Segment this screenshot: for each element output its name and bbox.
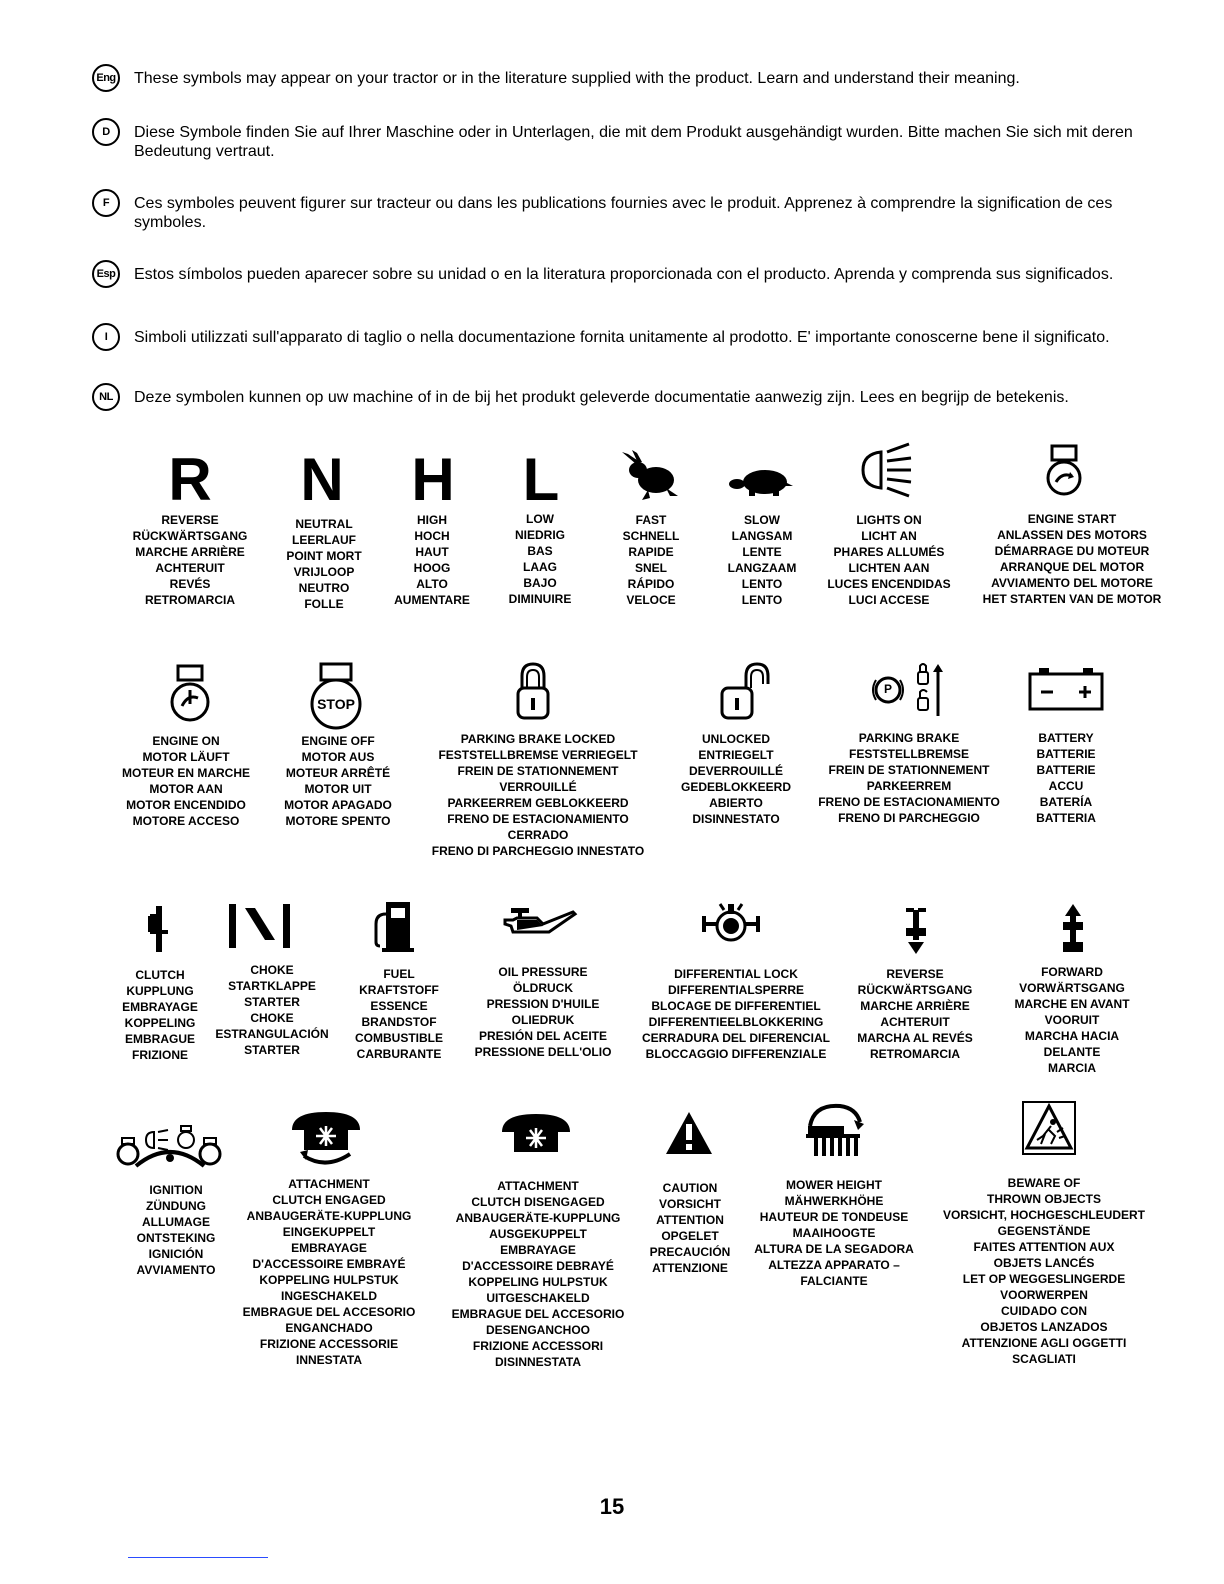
label-line: ARRANQUE DEL MOTOR: [999, 560, 1145, 574]
label-line: DIMINUIRE: [508, 592, 572, 606]
low-letter-icon: L: [522, 446, 560, 513]
label-parking-brake-locked: [432, 731, 644, 859]
label-caution: [650, 1180, 731, 1276]
label-line: GEGENSTÄNDE: [997, 1224, 1091, 1238]
label-line: NEUTRAL: [295, 517, 353, 531]
language-badge-french: F: [92, 189, 120, 217]
label-line: PARKEERREM: [866, 779, 952, 793]
label-line: CERRADURA DEL DIFERENCIAL: [641, 1031, 831, 1045]
intro-dutch: [92, 383, 1172, 407]
label-line: MOTORE SPENTO: [285, 814, 391, 828]
label-line: MOTOR AUS: [301, 750, 375, 764]
label-engine-on: [122, 733, 250, 829]
label-line: NIEDRIG: [514, 528, 566, 542]
choke-icon: [225, 900, 295, 952]
differential-lock-icon: [700, 902, 762, 948]
label-fast: [623, 512, 680, 608]
label-line: ALTEZZA APPARATO –: [768, 1258, 900, 1272]
language-badge-dutch: NL: [92, 383, 120, 411]
intro-english: [92, 64, 1172, 88]
label-line: HAUTEUR DE TONDEUSE: [759, 1210, 909, 1224]
label-line: GEDEBLOKKEERD: [680, 780, 792, 794]
attachment-clutch-disengaged-icon: [500, 1110, 572, 1156]
label-high: [394, 512, 470, 608]
page-number: 15: [599, 1494, 625, 1519]
label-line: ACHTERUIT: [880, 1015, 950, 1029]
label-line: PHARES ALLUMÉS: [833, 545, 945, 559]
label-line: KOPPELING HULPSTUK: [468, 1275, 608, 1289]
label-line: PRECAUCIÓN: [649, 1245, 731, 1259]
reverse-letter-icon: R: [168, 446, 212, 513]
label-line: VORWÄRTSGANG: [1019, 981, 1125, 995]
label-line: DISINNESTATA: [495, 1355, 581, 1369]
engine-start-icon: [1044, 444, 1084, 500]
label-line: AVVIAMENTO DEL MOTORE: [991, 576, 1153, 590]
label-line: ZÜNDUNG: [146, 1199, 206, 1213]
label-line: MOTEUR EN MARCHE: [122, 766, 250, 780]
label-line: OPGELET: [661, 1229, 719, 1243]
label-line: DEVERROUILLÉ: [688, 764, 784, 778]
label-line: RÜCKWÄRTSGANG: [132, 529, 248, 543]
label-line: STARTER: [244, 1043, 300, 1057]
engine-on-icon: [168, 664, 212, 724]
label-line: ALTURA DE LA SEGADORA: [754, 1242, 914, 1256]
label-line: UNLOCKED: [701, 732, 770, 746]
label-mower-height: [754, 1177, 914, 1289]
label-line: PARKEERREM GEBLOKKEERD: [447, 796, 629, 810]
label-line: HOOG: [413, 561, 451, 575]
label-line: CLUTCH DISENGAGED: [471, 1195, 605, 1209]
label-line: CERRADO: [507, 828, 569, 842]
intro-spanish: [92, 260, 1172, 284]
label-line: OLIEDRUK: [511, 1013, 575, 1027]
label-line: VRIJLOOP: [293, 565, 355, 579]
label-line: AVVIAMENTO: [136, 1263, 216, 1277]
caution-triangle-icon: [664, 1110, 714, 1156]
label-line: MOTOR ENCENDIDO: [126, 798, 246, 812]
label-line: LOW: [525, 512, 554, 526]
engine-off-stop-icon: [305, 662, 367, 730]
label-line: LUCES ENCENDIDAS: [827, 577, 951, 591]
label-line: CHOKE: [250, 963, 294, 977]
label-line: AUMENTARE: [394, 593, 470, 607]
label-line: ENGINE OFF: [301, 734, 375, 748]
label-line: PRESSION D'HUILE: [486, 997, 600, 1011]
label-line: UITGESCHAKELD: [486, 1291, 590, 1305]
label-line: BATTERIA: [1036, 811, 1096, 825]
label-line: THROWN OBJECTS: [986, 1192, 1101, 1206]
label-line: LICHTEN AAN: [848, 561, 930, 575]
label-choke: [215, 962, 328, 1058]
label-differential-lock: [642, 966, 830, 1062]
label-line: MOTOR LÄUFT: [142, 750, 230, 764]
label-line: BATERÍA: [1039, 795, 1093, 809]
label-line: OIL PRESSURE: [498, 965, 588, 979]
label-line: ABIERTO: [709, 796, 763, 810]
label-low: [509, 511, 572, 607]
label-battery: [1036, 730, 1096, 826]
intro-text: Simboli utilizzati sull'apparato di taglio o nella documentazione fornita unitamente al prodotto. E' importante conoscerne bene il significato.: [134, 329, 1110, 346]
intro-german: [92, 118, 1172, 161]
label-line: EMBRAGUE DEL ACCESORIO: [242, 1305, 416, 1319]
label-line: LENTO: [741, 593, 783, 607]
turtle-slow-icon: [727, 468, 799, 498]
label-attachment-clutch-engaged: [243, 1176, 416, 1368]
intro-text: Diese Symbole finden Sie auf Ihrer Maschine oder in Unterlagen, die mit dem Produkt ausgehändigt wurden. Bitte machen Sie sich mit deren Bedeutung vertraut.: [134, 124, 1133, 160]
label-line: RAPIDE: [628, 545, 674, 559]
label-line: FRENO DE ESTACIONAMIENTO: [447, 812, 629, 826]
label-fuel: [355, 966, 443, 1062]
label-line: FESTSTELLBREMSE VERRIEGELT: [438, 748, 638, 762]
parking-p-glyph: P: [883, 682, 892, 696]
label-line: ENGANCHADO: [285, 1321, 373, 1335]
label-line: KUPPLUNG: [126, 984, 194, 998]
label-line: DIFFERENTIEELBLOKKERING: [648, 1015, 824, 1029]
label-line: VERROUILLÉ: [499, 780, 577, 794]
label-line: CLUTCH ENGAGED: [272, 1193, 386, 1207]
label-attachment-clutch-disengaged: [452, 1178, 625, 1370]
label-line: PARKING BRAKE LOCKED: [460, 732, 616, 746]
label-line: ONTSTEKING: [136, 1231, 216, 1245]
language-badge-german: D: [92, 118, 120, 146]
label-line: BEWARE OF: [1007, 1176, 1081, 1190]
label-line: D'ACCESSOIRE DEBRAYÉ: [462, 1259, 614, 1273]
label-line: ENTRIEGELT: [698, 748, 774, 762]
label-line: RÜCKWÄRTSGANG: [857, 983, 973, 997]
label-line: KOPPELING HULPSTUK: [259, 1273, 399, 1287]
label-line: BAS: [527, 544, 553, 558]
label-line: KRAFTSTOFF: [359, 983, 439, 997]
label-line: LUCI ACCESE: [848, 593, 930, 607]
label-line: EINGEKUPPELT: [282, 1225, 376, 1239]
label-line: MOTOR AAN: [149, 782, 223, 796]
intro-text: These symbols may appear on your tractor or in the literature supplied with the product. Learn and understand their meaning.: [134, 70, 1020, 87]
label-line: KOPPELING: [124, 1016, 196, 1030]
language-badge-english: Eng: [92, 64, 120, 92]
label-line: D'ACCESSOIRE EMBRAYÉ: [252, 1257, 406, 1271]
label-slow: [728, 512, 797, 608]
padlock-locked-icon: [514, 660, 552, 724]
label-line: FRENO DE ESTACIONAMIENTO: [818, 795, 1000, 809]
label-line: FAST: [635, 513, 667, 527]
label-line: ATTACHMENT: [497, 1179, 579, 1193]
label-line: OBJETOS LANZADOS: [980, 1320, 1108, 1334]
label-line: LET OP WEGGESLINGERDE: [962, 1272, 1126, 1286]
label-line: VOORUIT: [1044, 1013, 1100, 1027]
label-line: LANGSAM: [731, 529, 793, 543]
label-line: REVERSE: [161, 513, 219, 527]
label-line: ATTENTION: [656, 1213, 724, 1227]
label-line: FRENO DI PARCHEGGIO: [838, 811, 980, 825]
label-unlocked: [681, 731, 791, 827]
label-oil-pressure: [475, 964, 612, 1060]
label-line: FREIN DE STATIONNEMENT: [457, 764, 619, 778]
label-line: LIGHTS ON: [856, 513, 922, 527]
thrown-objects-warning-icon: [1021, 1100, 1077, 1156]
label-line: STARTER: [244, 995, 300, 1009]
label-line: REVERSE: [886, 967, 944, 981]
neutral-letter-icon: N: [300, 446, 344, 513]
label-line: DÉMARRAGE DU MOTEUR: [994, 544, 1150, 558]
label-line: MOWER HEIGHT: [786, 1178, 882, 1192]
label-line: ENGINE START: [1027, 512, 1117, 526]
label-line: RETROMARCIA: [145, 593, 235, 607]
label-line: FRIZIONE ACCESSORI: [472, 1339, 604, 1353]
label-line: PRESSIONE DELL'OLIO: [474, 1045, 612, 1059]
language-badge-spanish: Esp: [92, 260, 120, 288]
label-line: FRENO DI PARCHEGGIO INNESTATO: [431, 844, 645, 858]
label-line: ACHTERUIT: [155, 561, 225, 575]
label-line: MOTORE ACCESO: [132, 814, 240, 828]
label-line: RETROMARCIA: [869, 1047, 960, 1061]
label-line: COMBUSTIBLE: [355, 1031, 443, 1045]
label-engine-off: [284, 733, 392, 829]
label-line: RÁPIDO: [627, 577, 675, 591]
label-line: SCHNELL: [622, 529, 680, 543]
high-letter-icon: H: [411, 446, 455, 513]
label-reverse: [133, 512, 248, 608]
label-line: MARCHE ARRIÈRE: [860, 999, 970, 1013]
label-lights-on: [827, 512, 950, 608]
label-engine-start: [983, 511, 1162, 607]
label-ignition: [137, 1182, 216, 1278]
label-line: ATTENZIONE: [652, 1261, 728, 1275]
intro-text: Deze symbolen kunnen op uw machine of in de bij het produkt geleverde documentatie aanwezig zijn. Lees en begrijp de betekenis.: [134, 389, 1069, 406]
label-line: BATTERIE: [1036, 763, 1096, 777]
forward-arrow-icon: [1060, 902, 1086, 956]
label-line: MAAIHOOGTE: [792, 1226, 876, 1240]
attachment-clutch-engaged-icon: [290, 1108, 362, 1170]
label-line: MOTOR UIT: [304, 782, 372, 796]
label-line: ANBAUGERÄTE-KUPPLUNG: [246, 1209, 412, 1223]
label-line: MARCHA AL REVÉS: [857, 1031, 973, 1045]
mower-height-icon: [800, 1100, 866, 1158]
divider-line: [128, 1557, 268, 1558]
label-line: DESENGANCHOO: [485, 1323, 590, 1337]
label-line: LENTO: [741, 577, 783, 591]
label-line: BLOCAGE DE DIFFERENTIEL: [651, 999, 821, 1013]
label-line: LEERLAUF: [291, 533, 356, 547]
label-line: FOLLE: [304, 597, 344, 611]
label-line: SLOW: [744, 513, 780, 527]
label-line: ATTACHMENT: [288, 1177, 370, 1191]
label-line: PRESIÓN DEL ACEITE: [478, 1029, 608, 1043]
battery-icon: [1027, 666, 1105, 712]
label-line: ESTRANGULACIÓN: [215, 1027, 329, 1041]
oil-can-icon: [503, 906, 579, 942]
label-line: AUSGEKUPPELT: [489, 1227, 587, 1241]
label-line: BLOCCAGGIO DIFFERENZIALE: [645, 1047, 827, 1061]
label-line: EMBRAGUE: [124, 1032, 195, 1046]
label-line: MOTEUR ARRÊTÉ: [285, 766, 391, 780]
label-beware-thrown-objects: [943, 1175, 1145, 1367]
label-line: MOTOR APAGADO: [284, 798, 392, 812]
label-line: ENGINE ON: [152, 734, 220, 748]
label-line: DIFFERENTIALSPERRE: [667, 983, 805, 997]
label-line: DIFFERENTIAL LOCK: [674, 967, 798, 981]
label-line: LENTE: [742, 545, 782, 559]
label-line: IGNITION: [149, 1183, 203, 1197]
label-line: FESTSTELLBREMSE: [848, 747, 970, 761]
label-forward: [1014, 964, 1129, 1076]
stop-text: STOP: [317, 696, 355, 712]
label-line: LAAG: [522, 560, 557, 574]
label-line: FUEL: [383, 967, 415, 981]
label-reverse-2: [857, 966, 973, 1062]
label-line: ÖLDRUCK: [513, 981, 573, 995]
label-line: CHOKE: [250, 1011, 294, 1025]
reverse-arrow-icon: [904, 904, 928, 956]
label-line: VELOCE: [626, 593, 676, 607]
label-line: MARCHA HACIA: [1024, 1029, 1120, 1043]
clutch-pedal-icon: [146, 904, 172, 954]
label-line: FAITES ATTENTION AUX: [973, 1240, 1115, 1254]
label-line: CUIDADO CON: [1000, 1304, 1087, 1318]
label-line: ALLUMAGE: [142, 1215, 210, 1229]
label-line: OBJETS LANCÉS: [993, 1256, 1095, 1270]
label-line: VOORWERPEN: [1000, 1288, 1088, 1302]
label-line: ESSENCE: [370, 999, 428, 1013]
label-line: LICHT AN: [861, 529, 917, 543]
label-line: ATTENZIONE AGLI OGGETTI: [961, 1336, 1127, 1350]
label-line: BRANDSTOF: [361, 1015, 437, 1029]
intro-french: [92, 189, 1172, 232]
label-line: MARCIA: [1047, 1061, 1096, 1075]
label-line: BAJO: [523, 576, 557, 590]
label-line: STARTKLAPPE: [228, 979, 316, 993]
label-line: POINT MORT: [286, 549, 362, 563]
label-line: DISINNESTATO: [692, 812, 780, 826]
intro-text: Estos símbolos pueden aparecer sobre su unidad o en la literatura proporcionada con el producto. Aprenda y comprenda sus significados.: [134, 266, 1114, 283]
rabbit-fast-icon: [618, 450, 688, 502]
label-line: BATTERIE: [1036, 747, 1096, 761]
label-clutch: [122, 967, 198, 1063]
label-line: DELANTE: [1043, 1045, 1101, 1059]
label-line: VORSICHT: [658, 1197, 722, 1211]
label-line: NEUTRO: [298, 581, 350, 595]
label-line: PARKING BRAKE: [858, 731, 960, 745]
language-badge-italian: I: [92, 323, 120, 351]
label-line: MÄHWERKHÖHE: [784, 1194, 884, 1208]
label-line: CAUTION: [662, 1181, 718, 1195]
label-line: LANGZAAM: [727, 561, 797, 575]
label-line: ACCU: [1048, 779, 1084, 793]
label-line: FREIN DE STATIONNEMENT: [828, 763, 990, 777]
label-line: HET STARTEN VAN DE MOTOR: [982, 592, 1162, 606]
label-line: FRIZIONE ACCESSORIE: [259, 1337, 399, 1351]
label-line: ALTO: [416, 577, 448, 591]
padlock-unlocked-icon: [718, 660, 774, 724]
label-line: INNESTATA: [296, 1353, 362, 1367]
label-line: EMBRAGUE DEL ACCESORIO: [451, 1307, 625, 1321]
headlight-icon: [857, 438, 919, 500]
label-line: SCAGLIATI: [1012, 1352, 1076, 1366]
label-line: MARCHE EN AVANT: [1014, 997, 1130, 1011]
label-parking-brake: [818, 730, 1000, 826]
label-line: INGESCHAKELD: [280, 1289, 377, 1303]
label-line: HAUT: [415, 545, 449, 559]
fuel-pump-icon: [372, 898, 416, 954]
label-line: FALCIANTE: [800, 1274, 868, 1288]
intro-text: Ces symboles peuvent figurer sur tracteur ou dans les publications fournies avec le produit. Apprenez à comprendre la signification de ces symboles.: [134, 195, 1113, 231]
label-line: HOCH: [414, 529, 450, 543]
ignition-icon: [114, 1118, 226, 1170]
label-line: BATTERY: [1038, 731, 1094, 745]
label-line: VORSICHT, HOCHGESCHLEUDERT: [942, 1208, 1146, 1222]
label-line: EMBRAYAGE: [122, 1000, 198, 1014]
intro-italian: [92, 323, 1172, 347]
label-line: MARCHE ARRIÈRE: [135, 545, 245, 559]
label-line: FORWARD: [1041, 965, 1103, 979]
label-line: CLUTCH: [135, 968, 185, 982]
label-line: EMBRAYAGE: [500, 1243, 576, 1257]
label-neutral: [286, 516, 361, 612]
label-line: CARBURANTE: [356, 1047, 442, 1061]
label-line: SNEL: [634, 561, 668, 575]
label-line: HIGH: [417, 513, 447, 527]
label-line: REVÉS: [169, 577, 211, 591]
label-line: ANLASSEN DES MOTORS: [997, 528, 1147, 542]
label-line: ANBAUGERÄTE-KUPPLUNG: [455, 1211, 621, 1225]
label-line: IGNICIÓN: [148, 1247, 204, 1261]
label-line: FRIZIONE: [132, 1048, 188, 1062]
label-line: EMBRAYAGE: [291, 1241, 367, 1255]
